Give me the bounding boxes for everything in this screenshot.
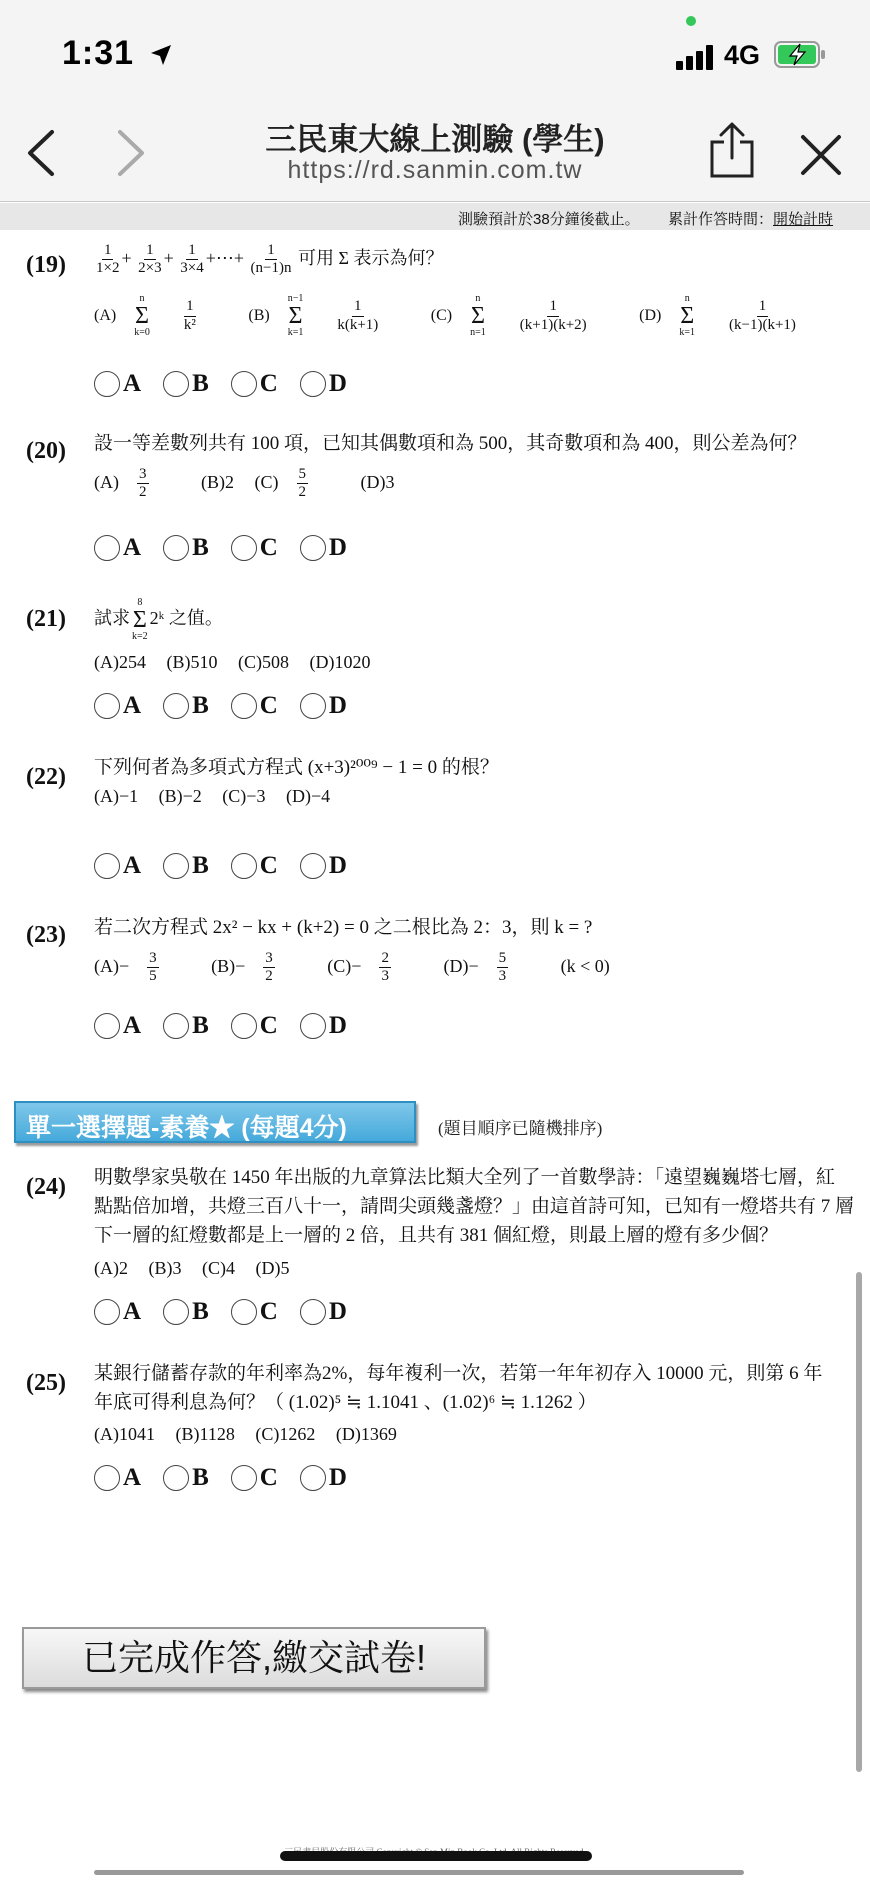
answer-b[interactable]: B xyxy=(163,1464,209,1492)
answer-b[interactable]: B xyxy=(163,852,209,880)
choice-c: (C)508 xyxy=(238,652,289,672)
answer-a[interactable]: A xyxy=(94,1464,141,1492)
answer-group xyxy=(94,370,347,398)
radio-button[interactable] xyxy=(300,1013,326,1039)
answer-a[interactable]: A xyxy=(94,692,141,720)
answer-a[interactable]: A xyxy=(94,1298,141,1326)
radio-button[interactable] xyxy=(231,371,257,397)
fraction: $\frac{1}{3\times 4}$ xyxy=(180,242,204,277)
choice-a: (A) n Σ k=0 $\frac{1}{\text{k²}}$ xyxy=(94,293,196,338)
question-text: 設一等差數列共有 100 項，已知其偶數項和為 500，其奇數項和為 400，則公差為何？ xyxy=(94,433,807,454)
answer-d[interactable]: D xyxy=(300,1012,347,1040)
close-icon[interactable] xyxy=(800,134,842,176)
status-time: 1:31 xyxy=(62,34,135,72)
radio-button[interactable] xyxy=(163,371,189,397)
choice-row xyxy=(94,466,411,502)
choice-row xyxy=(94,652,387,673)
choice-c: (C) $\frac{5}{2}$ xyxy=(254,466,306,501)
answer-c[interactable]: C xyxy=(231,1464,278,1492)
radio-button[interactable] xyxy=(231,1013,257,1039)
radio-button[interactable] xyxy=(94,1013,120,1039)
choice-d: (D) n Σ k=1 $\frac{1}{(k-1)(k+1)}$ xyxy=(639,293,796,338)
choice-c: (C)1262 xyxy=(255,1424,316,1444)
fraction: $\frac{1}{1\times 2}$ xyxy=(96,242,120,277)
question-text: 試求 8 Σ k=2 2ᵏ 之值。 xyxy=(94,597,223,642)
sigma-icon: 8 Σ k=2 xyxy=(132,597,148,642)
choice-d: (D)− $\frac{5}{3}$ xyxy=(443,950,507,985)
question-text-line: 點點倍加增，共燈三百八十一，請問尖頭幾盞燈？」由這首詩可知，已知有一燈塔共有 7 層 xyxy=(94,1196,855,1217)
choice-b: (B) n−1 Σ k=1 $\frac{1}{k(k+1)}$ xyxy=(248,293,379,338)
home-indicator[interactable] xyxy=(280,1851,592,1861)
deadline-text: 測驗預計於38分鐘後截止。 xyxy=(458,211,640,228)
choice-c: (C)− $\frac{2}{3}$ xyxy=(327,950,389,985)
radio-button[interactable] xyxy=(300,853,326,879)
choice-c: (C)−3 xyxy=(222,786,266,806)
radio-button[interactable] xyxy=(231,693,257,719)
answer-b[interactable]: B xyxy=(163,692,209,720)
answer-b[interactable]: B xyxy=(163,534,209,562)
answer-group xyxy=(94,852,347,880)
answer-d[interactable]: D xyxy=(300,1464,347,1492)
question-text: $\frac{1}{1\times 2}$ + $\frac{1}{2\times 3}$ + $\frac{1}{3\times 4}$ +⋯+ $\frac{1}{(n-1)n}$ 可用 Σ 表示為何？ xyxy=(96,242,444,277)
answer-b[interactable]: B xyxy=(163,1012,209,1040)
choice-b: (B)−2 xyxy=(158,786,202,806)
radio-button[interactable] xyxy=(231,1465,257,1491)
condition-note: (k < 0) xyxy=(560,955,610,976)
sigma-icon: n Σ k=0 xyxy=(134,293,150,338)
battery-charging-icon xyxy=(774,41,826,68)
answer-group xyxy=(94,692,347,720)
choice-a: (A) $\frac{3}{2}$ xyxy=(94,466,147,501)
start-timer-link[interactable]: 開始計時 xyxy=(773,211,834,228)
answer-a[interactable]: A xyxy=(94,1012,141,1040)
section-note: (題目順序已隨機排序) xyxy=(438,1119,603,1138)
question-number: (21) xyxy=(26,606,66,632)
sigma-icon: n Σ n=1 xyxy=(470,293,486,338)
question-text-line: 下一層的紅燈數都是上一層的 2 倍，且共有 381 個紅燈，則最上層的燈有多少個？ xyxy=(94,1225,779,1246)
radio-button[interactable] xyxy=(300,693,326,719)
choice-d: (D)1369 xyxy=(335,1424,397,1444)
choice-a: (A)−1 xyxy=(94,786,139,806)
choice-b: (B)510 xyxy=(166,652,218,672)
question-text-line: 年底可得利息為何？（ (1.02)⁵ ≒ 1.1041 、(1.02)⁶ ≒ 1.1262 ） xyxy=(94,1392,597,1413)
sigma-icon: n−1 Σ k=1 xyxy=(287,293,304,338)
sigma-icon: n Σ k=1 xyxy=(679,293,696,338)
answer-b[interactable]: B xyxy=(163,1298,209,1326)
choice-c: (C)4 xyxy=(202,1258,235,1278)
choice-row xyxy=(94,786,346,807)
signal-bars-icon xyxy=(676,44,716,70)
answer-d[interactable]: D xyxy=(300,692,347,720)
answer-group xyxy=(94,1464,347,1492)
timer-label: 累計作答時間： xyxy=(668,211,774,228)
radio-button[interactable] xyxy=(231,535,257,561)
question-text-line: 某銀行儲蓄存款的年利率為2%，每年複利一次，若第一年年初存入 10000 元，則第 6 年 xyxy=(94,1363,823,1384)
answer-a[interactable]: A xyxy=(94,534,141,562)
submit-exam-button[interactable]: 已完成作答,繳交試卷! xyxy=(22,1627,486,1689)
question-number: (23) xyxy=(26,922,66,948)
answer-c[interactable]: C xyxy=(231,1298,278,1326)
answer-d[interactable]: D xyxy=(300,852,347,880)
radio-button[interactable] xyxy=(300,535,326,561)
choice-b: (B)− $\frac{3}{2}$ xyxy=(211,950,273,985)
scrollbar[interactable] xyxy=(856,1272,862,1772)
fraction: $\frac{1}{2\times 3}$ xyxy=(138,242,162,277)
choice-row xyxy=(94,950,626,986)
radio-button[interactable] xyxy=(163,1299,189,1325)
answer-d[interactable]: D xyxy=(300,534,347,562)
question-number: (24) xyxy=(26,1174,66,1200)
radio-button[interactable] xyxy=(163,853,189,879)
answer-a[interactable]: A xyxy=(94,852,141,880)
radio-button[interactable] xyxy=(94,1465,120,1491)
choice-row xyxy=(94,294,844,338)
choice-a: (A)1041 xyxy=(94,1424,155,1444)
radio-button[interactable] xyxy=(300,1299,326,1325)
radio-button[interactable] xyxy=(94,535,120,561)
answer-c[interactable]: C xyxy=(231,534,278,562)
privacy-indicator-icon xyxy=(686,16,696,26)
choice-a: (A)254 xyxy=(94,652,146,672)
answer-c[interactable]: C xyxy=(231,692,278,720)
answer-a[interactable]: A xyxy=(94,370,141,398)
choice-d: (D)−4 xyxy=(285,786,331,806)
answer-d[interactable]: D xyxy=(300,370,347,398)
answer-group xyxy=(94,1012,347,1040)
choice-d: (D)3 xyxy=(360,471,395,492)
question-number: (20) xyxy=(26,438,66,464)
question-number: (25) xyxy=(26,1370,66,1396)
answer-b[interactable]: B xyxy=(163,370,209,398)
radio-button[interactable] xyxy=(300,1465,326,1491)
question-number: (22) xyxy=(26,764,66,790)
radio-button[interactable] xyxy=(163,693,189,719)
question-text-line: 明數學家吳敬在 1450 年出版的九章算法比類大全列了一首數學詩：「遠望巍巍塔七層，紅 xyxy=(94,1167,836,1188)
network-type: 4G xyxy=(724,40,761,70)
question-number: (19) xyxy=(26,252,66,278)
radio-button[interactable] xyxy=(163,535,189,561)
radio-button[interactable] xyxy=(231,853,257,879)
radio-button[interactable] xyxy=(163,1465,189,1491)
choice-a: (A)2 xyxy=(94,1258,128,1278)
timer-area xyxy=(668,208,833,229)
section-banner: 單一選擇題-素養★ (每題4分) xyxy=(14,1101,416,1143)
answer-c[interactable]: C xyxy=(231,370,278,398)
radio-button[interactable] xyxy=(163,1013,189,1039)
choice-b: (B)3 xyxy=(148,1258,182,1278)
radio-button[interactable] xyxy=(94,1299,120,1325)
choice-a: (A)− $\frac{3}{5}$ xyxy=(94,950,157,985)
answer-c[interactable]: C xyxy=(231,852,278,880)
status-bar xyxy=(0,0,870,100)
browser-header xyxy=(0,100,870,202)
choice-b: (B)2 xyxy=(201,471,234,492)
choice-d: (D)5 xyxy=(255,1258,290,1278)
question-text: 下列何者為多項式方程式 (x+3)²⁰⁰⁹ − 1 = 0 的根？ xyxy=(94,757,499,778)
answer-c[interactable]: C xyxy=(231,1012,278,1040)
choice-d: (D)1020 xyxy=(309,652,371,672)
radio-button[interactable] xyxy=(94,693,120,719)
radio-button[interactable] xyxy=(300,371,326,397)
radio-button[interactable] xyxy=(231,1299,257,1325)
page-bottom-bar xyxy=(94,1870,744,1875)
share-icon[interactable] xyxy=(708,122,756,180)
choice-row xyxy=(94,1258,306,1279)
radio-button[interactable] xyxy=(94,371,120,397)
choice-c: (C) n Σ n=1 $\frac{1}{(k+1)(k+2)}$ xyxy=(430,293,587,338)
exam-info-bar xyxy=(0,203,870,230)
radio-button[interactable] xyxy=(94,853,120,879)
choice-b: (B)1128 xyxy=(175,1424,235,1444)
fraction: $\frac{1}{(n-1)n}$ xyxy=(250,242,292,277)
choice-row xyxy=(94,1424,413,1445)
question-text: 若二次方程式 2x² − kx + (k+2) = 0 之二根比為 2：3，則 k = ? xyxy=(94,917,593,938)
answer-group xyxy=(94,1298,347,1326)
answer-d[interactable]: D xyxy=(300,1298,347,1326)
answer-group xyxy=(94,534,347,562)
page-title: 三民東大線上測驗 (學生) xyxy=(265,122,605,157)
location-arrow-icon xyxy=(150,44,172,66)
page-url: https://rd.sanmin.com.tw xyxy=(287,156,583,184)
